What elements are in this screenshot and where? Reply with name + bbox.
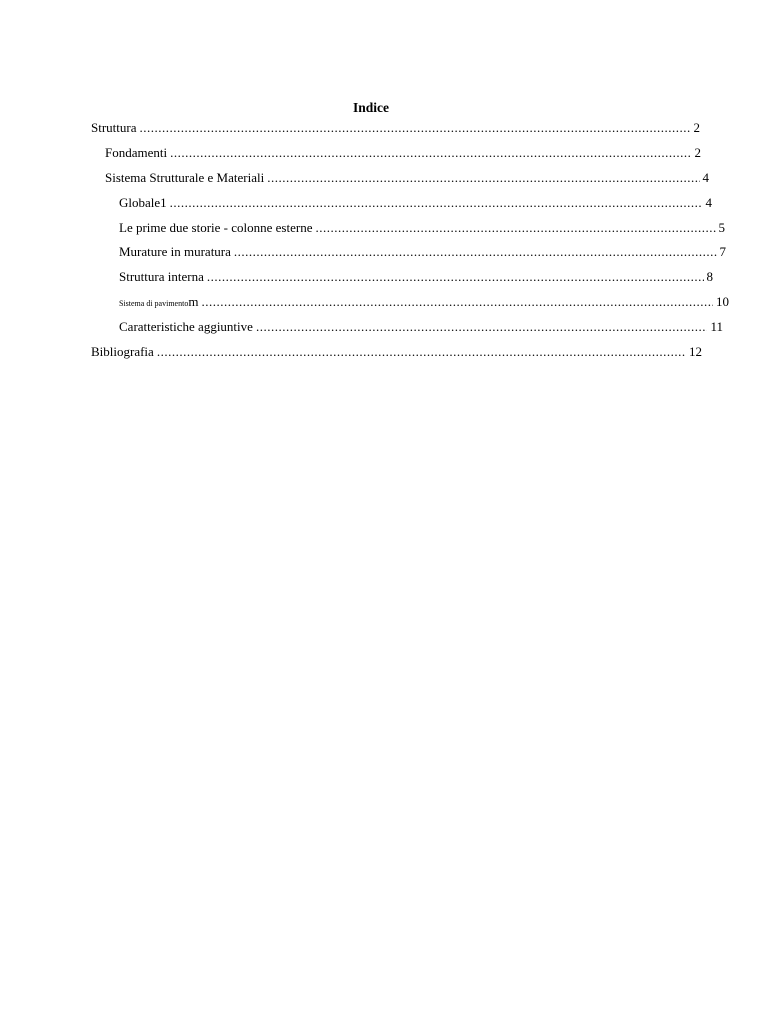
toc-entry-label: Caratteristiche aggiuntive bbox=[119, 319, 253, 334]
toc-page-number: 4 bbox=[702, 170, 709, 185]
toc-entry-globale[interactable] bbox=[119, 194, 712, 211]
toc-dot-leader bbox=[170, 144, 691, 161]
toc-page-number: 7 bbox=[719, 244, 726, 259]
toc-dot-leader bbox=[201, 293, 713, 310]
toc-entry-sistema-strutturale[interactable] bbox=[105, 169, 709, 186]
toc-dot-leader bbox=[140, 119, 691, 136]
toc-page-number: 5 bbox=[718, 220, 725, 235]
toc-dot-leader bbox=[170, 194, 703, 211]
toc-dot-leader bbox=[315, 219, 715, 236]
toc-entry-label: Fondamenti bbox=[105, 145, 168, 160]
toc-entry-label: Globale1 bbox=[119, 195, 167, 210]
toc-page-number: 10 bbox=[716, 294, 729, 309]
toc-entry-struttura[interactable] bbox=[91, 119, 700, 136]
toc-dot-leader bbox=[234, 243, 717, 260]
toc-entry-fondamenti[interactable] bbox=[105, 144, 701, 161]
toc-entry-murature[interactable] bbox=[119, 243, 726, 260]
toc-page-number: 11 bbox=[710, 319, 723, 334]
toc-dot-leader bbox=[267, 169, 699, 186]
table-of-contents bbox=[0, 0, 768, 400]
toc-entry-colonne-esterne[interactable] bbox=[119, 219, 725, 236]
toc-page-number: 4 bbox=[705, 195, 712, 210]
toc-dot-leader bbox=[207, 268, 704, 285]
toc-entry-label: Struttura bbox=[91, 120, 137, 135]
toc-entry-label: Struttura interna bbox=[119, 269, 204, 284]
toc-page-number: 2 bbox=[694, 145, 701, 160]
toc-entry-label: Sistema Strutturale e Materiali bbox=[105, 170, 265, 185]
toc-entry-label bbox=[119, 293, 198, 312]
toc-entry-caratteristiche[interactable] bbox=[119, 318, 723, 335]
toc-entry-label-small: Sistema di pavimento bbox=[119, 299, 189, 308]
toc-page-number: 8 bbox=[706, 269, 713, 284]
toc-page-number: 12 bbox=[689, 344, 702, 359]
toc-entry-label: Le prime due storie - colonne esterne bbox=[119, 220, 313, 235]
toc-entry-label-suffix: m bbox=[188, 294, 199, 309]
toc-entry-label: Murature in muratura bbox=[119, 244, 231, 259]
toc-entry-struttura-interna[interactable] bbox=[119, 268, 713, 285]
toc-entry-bibliografia[interactable] bbox=[91, 343, 702, 360]
toc-entry-label: Bibliografia bbox=[91, 344, 154, 359]
toc-title: Indice bbox=[352, 100, 389, 115]
toc-page-number: 2 bbox=[693, 120, 700, 135]
toc-entry-sistema-pavimento[interactable] bbox=[119, 293, 729, 312]
toc-dot-leader bbox=[256, 318, 708, 335]
toc-dot-leader bbox=[157, 343, 686, 360]
